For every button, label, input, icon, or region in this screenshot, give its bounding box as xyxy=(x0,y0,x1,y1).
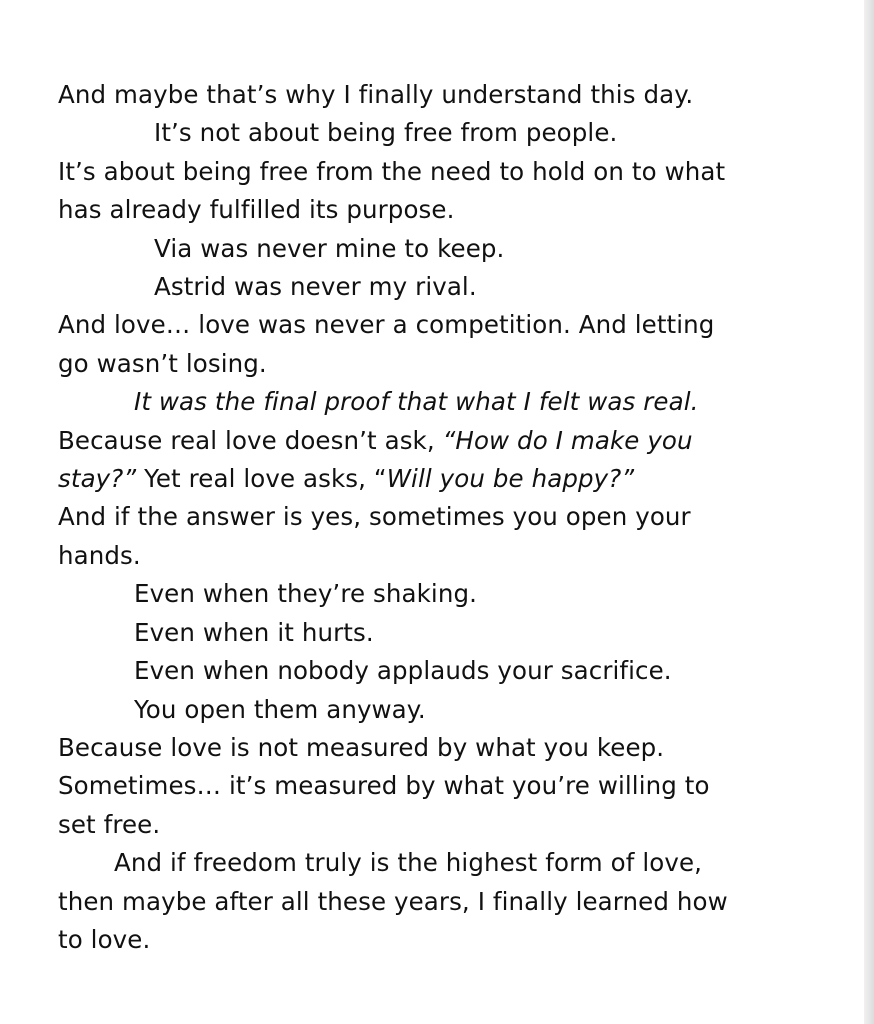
text-line: Even when they’re shaking. xyxy=(134,579,477,609)
text-line: has already fulfilled its purpose. xyxy=(58,195,455,225)
text-line: It’s about being free from the need to hold on to what xyxy=(58,156,726,186)
italic-text-line: It was the final proof that what I felt was real. xyxy=(134,387,699,417)
italic-quote: “How do I make you xyxy=(442,425,693,455)
text-line xyxy=(58,422,818,460)
text-line xyxy=(58,460,818,498)
text-line: And if the answer is yes, sometimes you open your xyxy=(58,502,691,532)
page-edge xyxy=(864,0,874,1024)
text-line: hands. xyxy=(58,540,141,570)
text-line: Via was never mine to keep. xyxy=(154,233,505,263)
body-text xyxy=(58,76,818,959)
text-line: You open them anyway. xyxy=(134,694,426,724)
text-line: And love… love was never a competition. And letting xyxy=(58,310,715,340)
italic-quote: Will you be happy?” xyxy=(386,464,635,494)
text-line: It’s not about being free from people. xyxy=(154,118,618,148)
text-line: set free. xyxy=(58,809,161,839)
text-line: Astrid was never my rival. xyxy=(154,272,477,302)
text-line: Because love is not measured by what you keep. xyxy=(58,732,665,762)
text-line: Sometimes… it’s measured by what you’re willing to xyxy=(58,771,710,801)
text-segment: Because real love doesn’t ask, xyxy=(58,425,443,455)
text-line: to love. xyxy=(58,924,151,954)
text-line: And maybe that’s why I finally understand this day. xyxy=(58,80,694,109)
text-line: Even when it hurts. xyxy=(134,617,374,647)
text-line: Even when nobody applauds your sacrifice. xyxy=(134,656,672,686)
text-line: go wasn’t losing. xyxy=(58,348,267,378)
italic-quote: stay?” xyxy=(58,464,137,494)
text-line: And if freedom truly is the highest form of love, xyxy=(114,848,703,878)
text-line: then maybe after all these years, I finally learned how xyxy=(58,886,728,916)
text-segment: Yet real love asks, “ xyxy=(136,464,387,494)
